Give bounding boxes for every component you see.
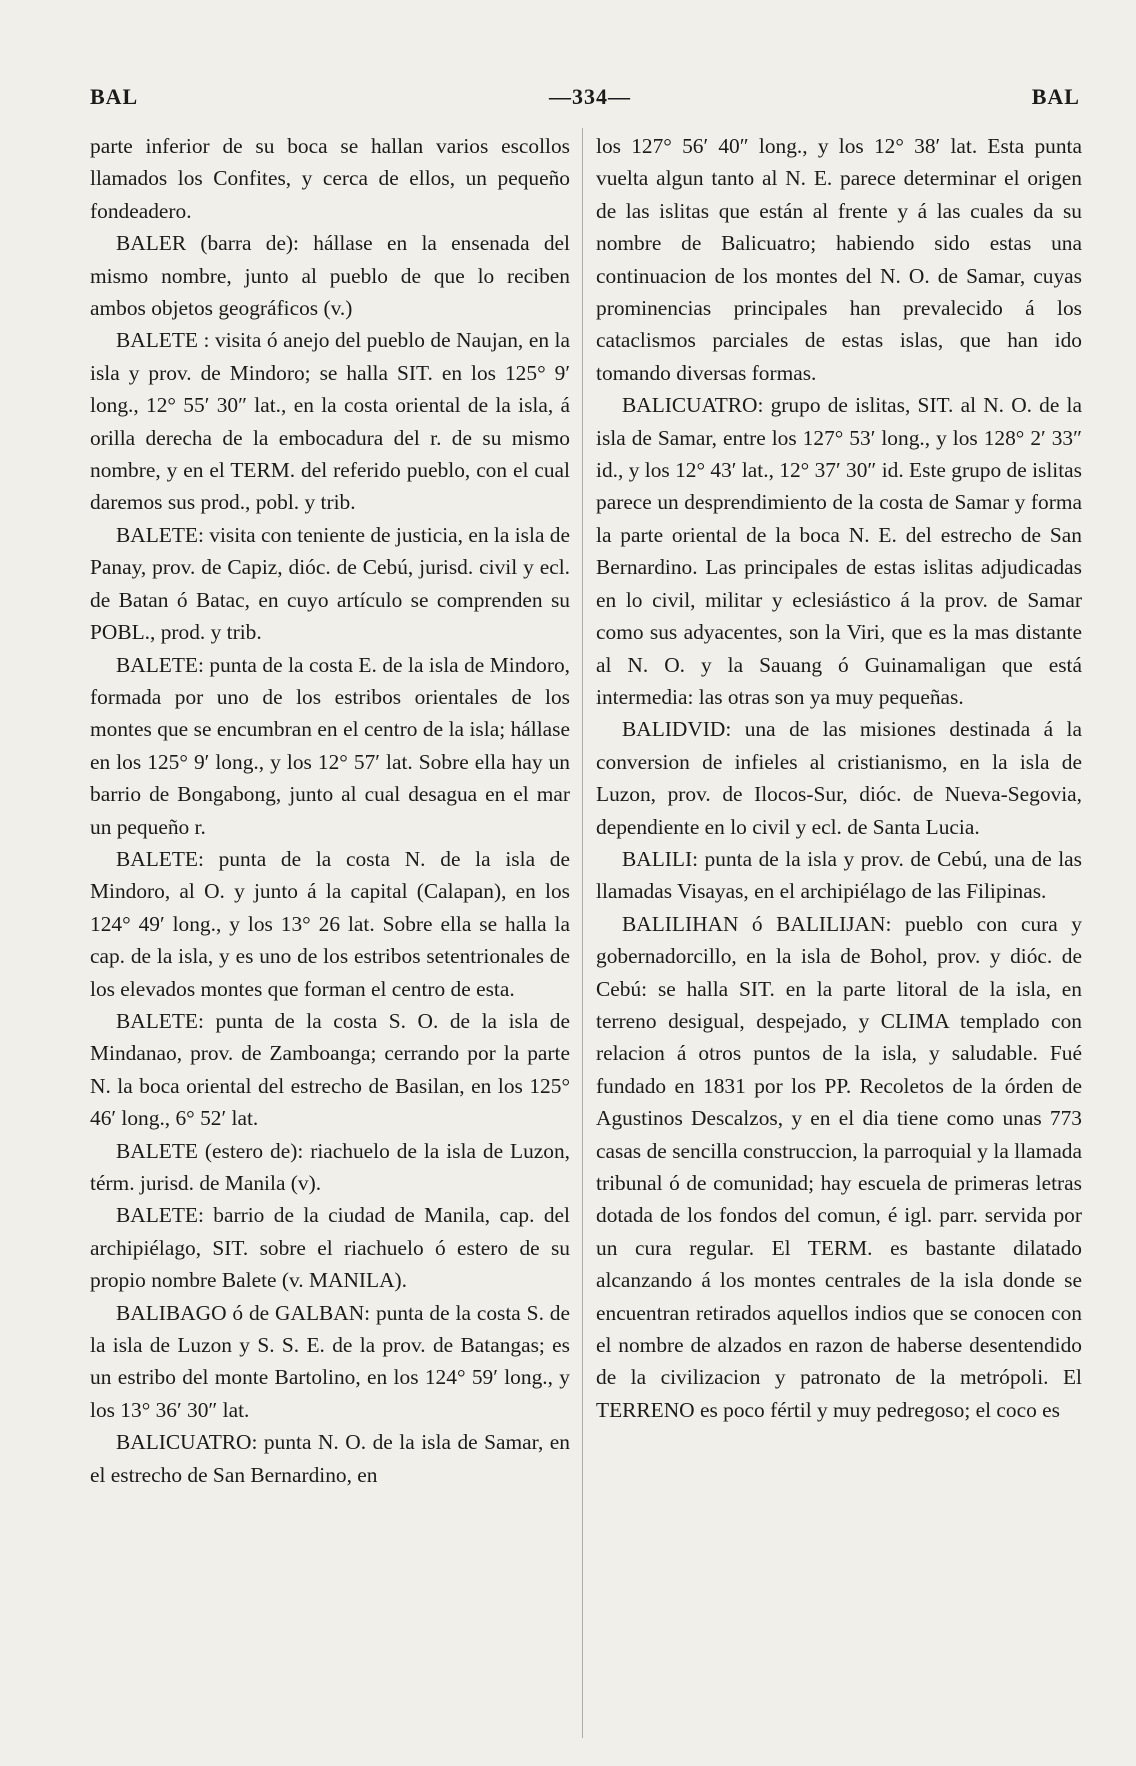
page-number: —334—	[549, 84, 631, 109]
entry-balete-visita-panay: BALETE: visita con teniente de justicia, en la isla de Panay, prov. de Capiz, dióc. de Cebú, jurisd. civil y ecl. de Batan ó Batac, en cuyo artículo se comprenden su POBL., prod. y trib.	[90, 522, 570, 645]
right-column	[596, 130, 1082, 1426]
header-right-keyword: BAL	[1031, 84, 1080, 109]
entry-baler: BALER (barra de): hállase en la ensenada del mismo nombre, junto al pueblo de que lo reciben ambos objetos geográficos (v.)	[90, 231, 570, 321]
header-left-keyword: BAL	[90, 84, 139, 109]
entry-balete-punta-n: BALETE: punta de la costa N. de la isla de Mindoro, al O. y junto á la capital (Calapan), en los 124° 49′ long., y los 13° 26 lat. Sobre ella se halla la cap. de la isla, y es uno de los estribos setentrionales de los elevados montes que forman el centro de esta.	[90, 846, 570, 1001]
left-column	[90, 130, 570, 1491]
entry-balete-barrio: BALETE: barrio de la ciudad de Manila, cap. del archipiélago, SIT. sobre el riachuelo ó estero de su propio nombre Balete (v. MANILA).	[90, 1203, 570, 1293]
entry-balete-punta-so: BALETE: punta de la costa S. O. de la isla de Mindanao, prov. de Zamboanga; cerrando por la parte N. la boca oriental del estrecho de Basilan, en los 125° 46′ long., 6° 52′ lat.	[90, 1008, 570, 1131]
entry-balicuatro-grupo: BALICUATRO: grupo de islitas, SIT. al N. O. de la isla de Samar, entre los 127° 53′ long., y los 128° 2′ 33″ id., y los 12° 43′ lat., 12° 37′ 30″ id. Este grupo de islitas parece un desprendimiento de la costa de Samar y forma la parte oriental de la boca N. E. del estrecho de San Bernardino. Las principales de estas islitas adjudicadas en lo civil, militar y eclesiástico á la prov. de Samar como sus adyacentes, son la Viri, que es la mas distante al N. O. y la Sauang ó Guinamaligan que está intermedia: las otras son ya muy pequeñas.	[596, 393, 1082, 709]
entry-balilihan: BALILIHAN ó BALILIJAN: pueblo con cura y gobernadorcillo, en la isla de Bohol, prov. y dióc. de Cebú: se halla SIT. en la parte litoral de la isla, en terreno desigual, despejado, y CLIMA templado con relacion á otros puntos de la isla, y saludable. Fué fundado en 1831 por los PP. Recoletos de la órden de Agustinos Descalzos, y en el dia tiene como unas 773 casas de sencilla construccion, la parroquial y la llamada tribunal ó de comunidad; hay escuela de primeras letras dotada de los fondos del comun, é igl. parr. servida por un cura regular. El TERM. es bastante dilatado alcanzando á los montes centrales de la isla donde se encuentran retirados aquellos indios que se conocen con el nombre de alzados en razon de haberse desentendido de la civilizacion y patronato de la metrópoli. El TERRENO es poco fértil y muy pedregoso; el coco es	[596, 911, 1082, 1422]
entry-balete-punta-e: BALETE: punta de la costa E. de la isla de Mindoro, formada por uno de los estribos orientales de los montes que se encumbran en el centro de la isla; hállase en los 125° 9′ long., y los 12° 57′ lat. Sobre ella hay un barrio de Bongabong, junto al cual desagua en el mar un pequeño r.	[90, 652, 570, 839]
entry-balete-estero: BALETE (estero de): riachuelo de la isla de Luzon, térm. jurisd. de Manila (v).	[90, 1138, 570, 1195]
entry-continuation: los 127° 56′ 40″ long., y los 12° 38′ lat. Esta punta vuelta algun tanto al N. E. parece determinar el origen de las islitas que están al frente y á las cuales da su nombre de Balicuatro; habiendo sido estas una continuacion de los montes del N. O. de Samar, cuyas prominencias principales han prevalecido á los cataclismos parciales de estas islas, que han ido tomando diversas formas.	[596, 134, 1082, 385]
entry-balili: BALILI: punta de la isla y prov. de Cebú, una de las llamadas Visayas, en el archipiélago de las Filipinas.	[596, 846, 1082, 904]
page-header	[90, 84, 1080, 114]
entry-balicuatro-punta: BALICUATRO: punta N. O. de la isla de Samar, en el estrecho de San Bernardino, en	[90, 1430, 570, 1487]
entry-balete-visita-naujan: BALETE : visita ó anejo del pueblo de Naujan, en la isla y prov. de Mindoro; se halla SIT. en los 125° 9′ long., 12° 55′ 30″ lat., en la costa oriental de la isla, á orilla derecha de la embocadura del r. de su mismo nombre, y en el TERM. del referido pueblo, con el cual daremos sus prod., pobl. y trib.	[90, 328, 570, 515]
entry-balidvid: BALIDVID: una de las misiones destinada á la conversion de infieles al cristianismo, en la isla de Luzon, prov. de Ilocos-Sur, dióc. de Nueva-Segovia, dependiente en lo civil y ecl. de Santa Lucia.	[596, 717, 1082, 839]
column-divider	[582, 128, 583, 1738]
entry-balibago: BALIBAGO ó de GALBAN: punta de la costa S. de la isla de Luzon y S. S. E. de la prov. de Batangas; es un estribo del monte Bartolino, en los 124° 59′ long., y los 13° 36′ 30″ lat.	[90, 1300, 570, 1422]
entry-continuation: parte inferior de su boca se hallan varios escollos llamados los Confites, y cerca de ellos, un pequeño fondeadero.	[90, 134, 570, 223]
